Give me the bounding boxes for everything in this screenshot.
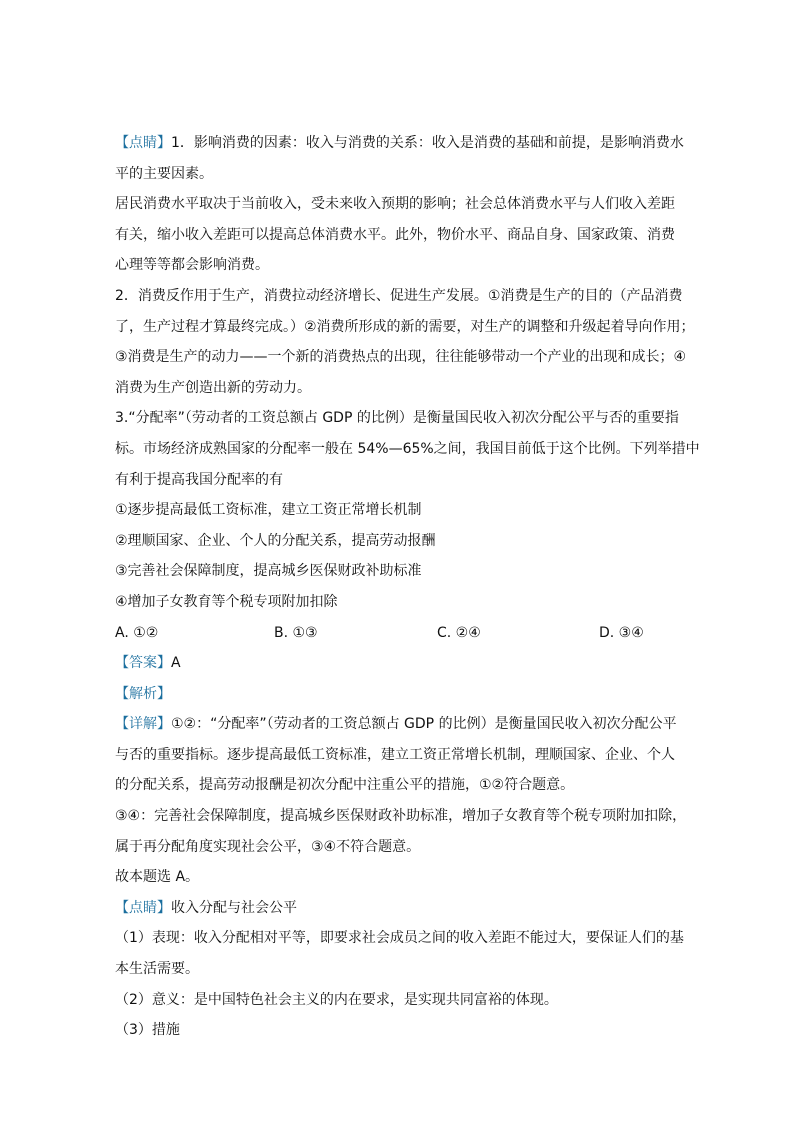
dianjing-text-2: 收入分配与社会公平	[171, 899, 297, 916]
question-stem-line: 标。市场经济成熟国家的分配率一般在 54%—65%之间，我国目前低于这个比例。下列举措中	[115, 440, 700, 457]
question-item: ③完善社会保障制度，提高城乡医保财政补助标准	[115, 563, 422, 580]
paragraph-line: ③消费是生产的动力——一个新的消费热点的出现，往往能够带动一个产业的出现和成长；④	[115, 349, 687, 366]
analysis-line: 属于再分配角度实现社会公平，③④不符合题意。	[115, 838, 421, 855]
analysis-conclusion: 故本题选 A。	[115, 869, 200, 886]
paragraph-line: 了，生产过程才算最终完成。）②消费所形成的新的需要，对生产的调整和升级起着导向作用；	[115, 318, 695, 335]
option-a: A. ①②	[115, 624, 159, 641]
paragraph-line: 心理等等都会影响消费。	[115, 257, 269, 274]
question-stem-line: 3.“分配率”（劳动者的工资总额占 GDP 的比例）是衡量国民收入初次分配公平与否的重要指	[115, 410, 679, 427]
option-d: D. ③④	[599, 624, 644, 641]
analysis-heading	[115, 679, 685, 710]
analysis-tag: 【解析】	[115, 685, 171, 702]
xiangjie-line-1	[115, 709, 685, 740]
xiangjie-text: ①②：“分配率”（劳动者的工资总额占 GDP 的比例）是衡量国民收入初次分配公平	[171, 716, 677, 733]
dianjing-tag-2: 【点睛】	[115, 899, 171, 916]
answer-line	[115, 648, 685, 679]
paragraph-line: 有关，缩小收入差距可以提高总体消费水平。此外，物价水平、商品自身、国家政策、消费	[115, 226, 675, 243]
analysis-line: 的分配关系，提高劳动报酬是初次分配中注重公平的措施，①②符合题意。	[115, 777, 575, 794]
option-c: C. ②④	[437, 624, 481, 641]
question-stem-line: 有利于提高我国分配率的有	[115, 471, 283, 488]
option-b: B. ①③	[274, 624, 318, 641]
dianjing-line-1	[115, 128, 685, 159]
paragraph-line: （1）表现：收入分配相对平等，即要求社会成员之间的收入差距不能过大，要保证人们的基	[115, 930, 684, 947]
answer-options	[115, 618, 685, 649]
paragraph-line: 消费为生产创造出新的劳动力。	[115, 379, 311, 396]
paragraph-line: 平的主要因素。	[115, 165, 213, 182]
xiangjie-tag: 【详解】	[115, 716, 171, 733]
analysis-line: ③④：完善社会保障制度，提高城乡医保财政补助标准，增加子女教育等个税专项附加扣除，	[115, 808, 687, 825]
answer-value: A	[171, 655, 181, 672]
question-item: ④增加子女教育等个税专项附加扣除	[115, 593, 338, 610]
dianjing-line-2	[115, 893, 685, 924]
document-content	[115, 128, 700, 1046]
paragraph-line: （2）意义：是中国特色社会主义的内在要求，是实现共同富裕的体现。	[115, 991, 558, 1008]
analysis-line: 与否的重要指标。逐步提高最低工资标准，建立工资正常增长机制，理顺国家、企业、个人	[115, 746, 675, 763]
paragraph-line: 本生活需要。	[115, 961, 199, 978]
answer-tag: 【答案】	[115, 655, 171, 672]
paragraph-line: 2．消费反作用于生产，消费拉动经济增长、促进生产发展。①消费是生产的目的（产品消费	[115, 287, 683, 304]
question-item: ①逐步提高最低工资标准，建立工资正常增长机制	[115, 502, 422, 519]
question-item: ②理顺国家、企业、个人的分配关系，提高劳动报酬	[115, 532, 436, 549]
paragraph-line: （3）措施	[115, 1022, 180, 1039]
dianjing-tag: 【点睛】	[115, 135, 171, 151]
paragraph-line: 居民消费水平取决于当前收入，受未来收入预期的影响；社会总体消费水平与人们收入差距	[115, 196, 675, 213]
dianjing-text: 1．影响消费的因素：收入与消费的关系：收入是消费的基础和前提，是影响消费水	[171, 135, 684, 151]
